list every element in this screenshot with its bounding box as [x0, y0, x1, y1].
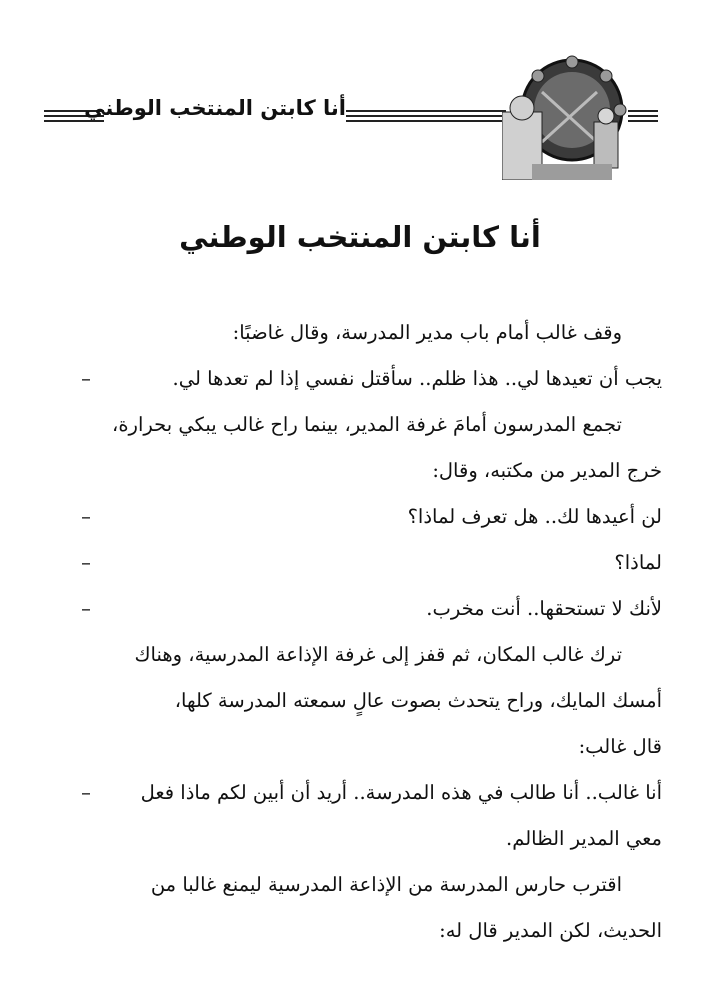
dialogue-dash: – [81, 367, 91, 390]
page-header [0, 0, 720, 190]
dialogue-line [58, 816, 662, 862]
paragraph-line: قال غالب: [578, 735, 662, 758]
paragraph-line: ترك غالب المكان، ثم قفز إلى غرفة الإذاعة المدرسية، وهناك [134, 643, 622, 666]
dialogue-text: يجب أن تعيدها لي.. هذا ظلم.. سأقتل نفسي إذا لم تعدها لي. [172, 367, 662, 390]
dialogue-text: أنا غالب.. أنا طالب في هذه المدرسة.. أريد أن أبين لكم ماذا فعل [140, 781, 662, 804]
paragraph-line: خرج المدير من مكتبه، وقال: [432, 459, 662, 482]
paragraph-line: تجمع المدرسون أمامَ غرفة المدير، بينما راح غالب يبكي بحرارة، [112, 413, 622, 436]
dialogue-line [58, 540, 662, 586]
dialogue-dash: – [81, 505, 91, 528]
dialogue-text: لأنك لا تستحقها.. أنت مخرب. [426, 597, 662, 620]
dialogue-text: لن أعيدها لك.. هل تعرف لماذا؟ [407, 505, 662, 528]
dialogue-text: لماذا؟ [614, 551, 662, 574]
dialogue-dash: – [81, 597, 91, 620]
paragraph-line: اقترب حارس المدرسة من الإذاعة المدرسية ليمنع غالبا من [150, 873, 622, 896]
dialogue-line [58, 770, 662, 816]
header-illustration [502, 52, 630, 180]
header-rule-right [628, 110, 658, 122]
story-body [58, 310, 662, 954]
header-rule-middle [346, 110, 506, 122]
running-title: أنا كابتن المنتخب الوطني [84, 96, 346, 120]
paragraph-line: وقف غالب أمام باب مدير المدرسة، وقال غاضبًا: [232, 321, 622, 344]
paragraph-line: أمسك المايك، وراح يتحدث بصوت عالٍ سمعته المدرسة كلها، [174, 689, 662, 712]
dialogue-line [58, 494, 662, 540]
dialogue-dash: – [81, 551, 91, 574]
dialogue-line [58, 356, 662, 402]
paragraph-line: الحديث، لكن المدير قال له: [439, 919, 662, 942]
dialogue-text: معي المدير الظالم. [506, 827, 662, 850]
dialogue-line [58, 586, 662, 632]
dialogue-dash: – [81, 781, 91, 804]
chapter-title: أنا كابتن المنتخب الوطني [179, 220, 541, 254]
